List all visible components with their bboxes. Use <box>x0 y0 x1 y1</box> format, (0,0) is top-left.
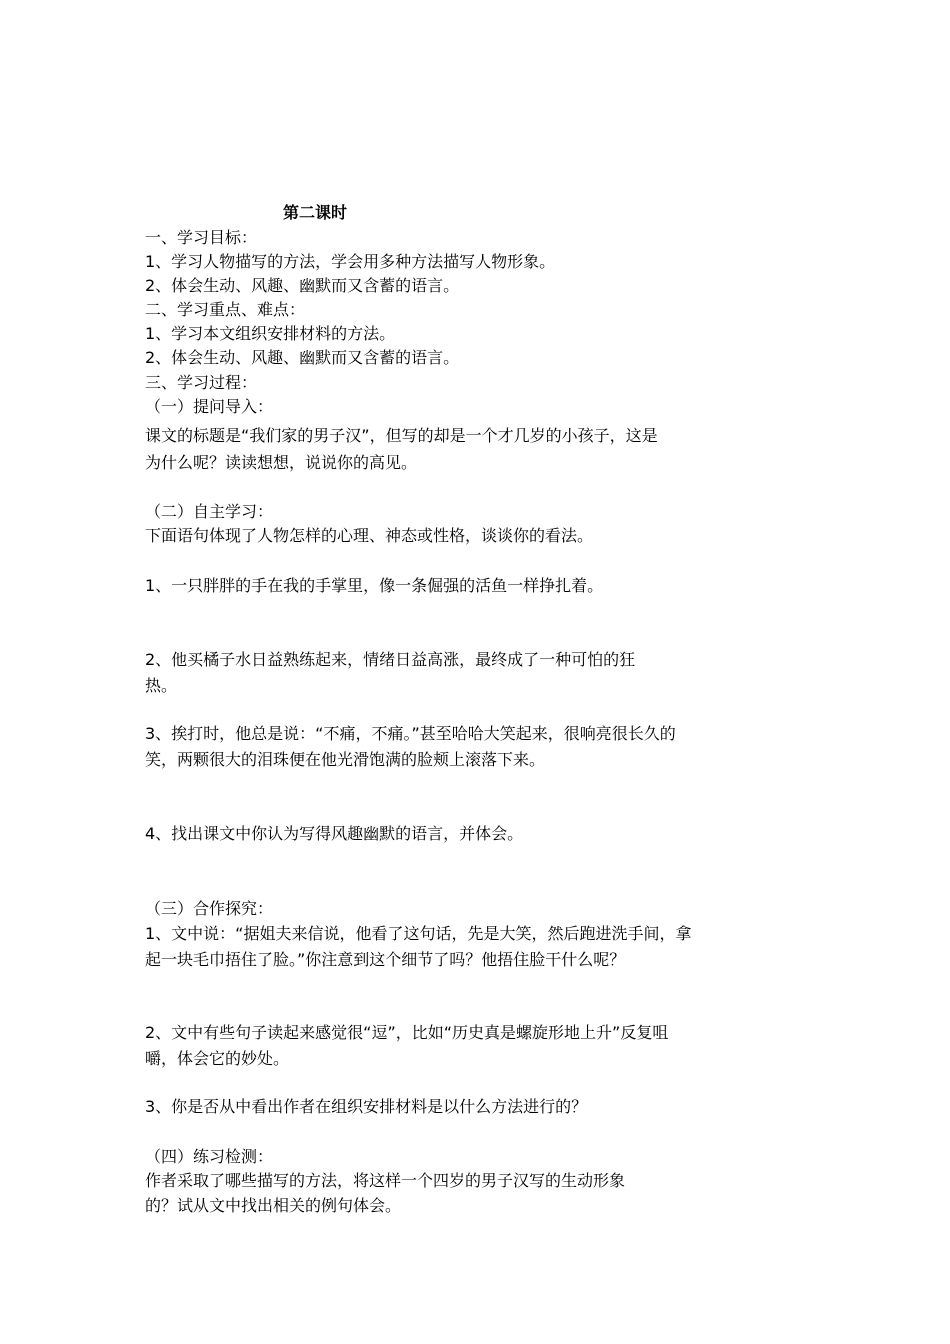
practice-question-line-1: 作者采取了哪些描写的方法，将这样一个四岁的男子汉写的生动形象 <box>145 1171 626 1190</box>
inquiry-item-1-line-1: 1、文中说：“据姐夫来信说，他看了这句话，先是大笑，然后跑进洗手间，拿 <box>145 924 692 943</box>
subsection-practice-check-heading: （四）练习检测： <box>145 1147 274 1166</box>
subsection-cooperative-inquiry-heading: （三）合作探究： <box>145 899 274 918</box>
key-point-item-2: 2、体会生动、风趣、幽默而又含蓄的语言。 <box>145 348 460 367</box>
goal-item-1: 1、学习人物描写的方法，学会用多种方法描写人物形象。 <box>145 252 556 271</box>
lesson-title: 第二课时 <box>283 203 348 222</box>
goal-item-2: 2、体会生动、风趣、幽默而又含蓄的语言。 <box>145 276 460 295</box>
practice-question-line-2: 的？试从文中找出相关的例句体会。 <box>145 1196 402 1215</box>
section-key-points-heading: 二、学习重点、难点： <box>145 300 306 319</box>
self-study-item-2-line-1: 2、他买橘子水日益熟练起来，情绪日益高涨，最终成了一种可怕的狂 <box>145 650 636 669</box>
intro-paragraph-line-1: 课文的标题是“我们家的男子汉”，但写的却是一个才几岁的小孩子，这是 <box>145 426 658 445</box>
self-study-item-2-line-2: 热。 <box>145 676 178 695</box>
inquiry-item-2-line-1: 2、文中有些句子读起来感觉很“逗”，比如“历史真是螺旋形地上升”反复咀 <box>145 1023 669 1042</box>
self-study-item-3-line-2: 笑，两颗很大的泪珠便在他光滑饱满的脸颊上滚落下来。 <box>145 750 546 769</box>
self-study-item-3-line-1: 3、挨打时，他总是说：“不痛，不痛。”甚至哈哈大笑起来，很响亮很长久的 <box>145 724 676 743</box>
intro-paragraph-line-2: 为什么呢？读读想想，说说你的高见。 <box>145 453 418 472</box>
inquiry-item-1-line-2: 起一块毛巾捂住了脸。”你注意到这个细节了吗？他捂住脸干什么呢？ <box>145 950 626 969</box>
section-learning-goals-heading: 一、学习目标： <box>145 228 258 247</box>
subsection-intro-heading: （一）提问导入： <box>145 397 274 416</box>
self-study-instruction: 下面语句体现了人物怎样的心理、神态或性格，谈谈你的看法。 <box>145 526 594 545</box>
self-study-item-4: 4、找出课文中你认为写得风趣幽默的语言，并体会。 <box>145 824 524 843</box>
self-study-item-1: 1、一只胖胖的手在我的手掌里，像一条倔强的活鱼一样挣扎着。 <box>145 576 604 595</box>
inquiry-item-2-line-2: 嚼，体会它的妙处。 <box>145 1049 290 1068</box>
section-learning-process-heading: 三、学习过程： <box>145 373 258 392</box>
key-point-item-1: 1、学习本文组织安排材料的方法。 <box>145 324 396 343</box>
subsection-self-study-heading: （二）自主学习： <box>145 502 274 521</box>
inquiry-item-3: 3、你是否从中看出作者在组织安排材料是以什么方法进行的？ <box>145 1097 588 1116</box>
